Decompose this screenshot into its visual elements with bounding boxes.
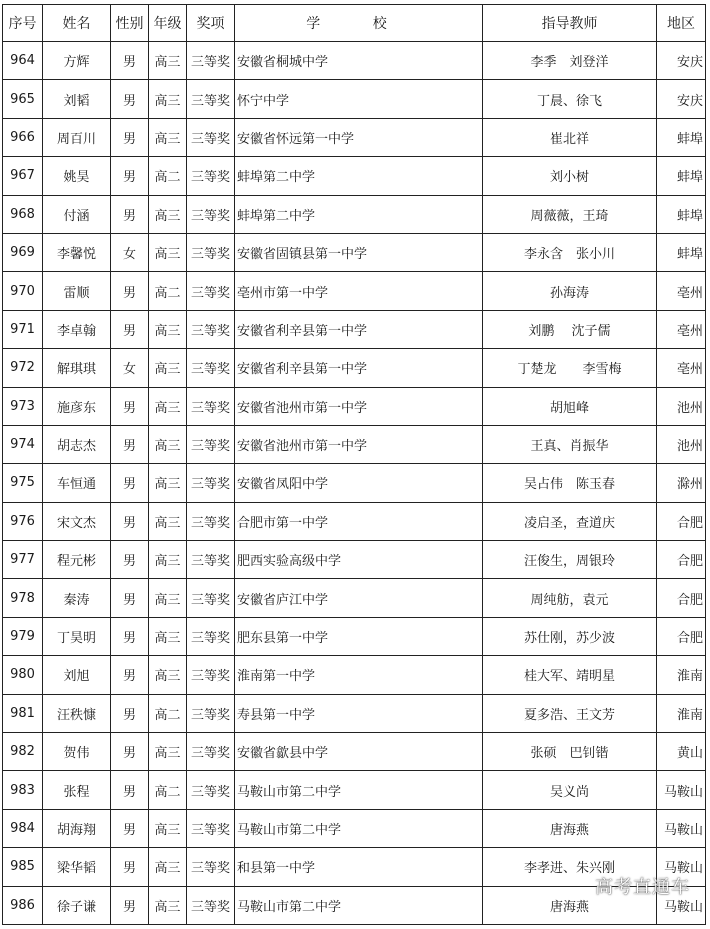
cell-name: 贺伟 — [43, 733, 111, 771]
cell-school: 马鞍山市第二中学 — [235, 771, 483, 809]
cell-school: 和县第一中学 — [235, 848, 483, 886]
cell-school: 安徽省固镇县第一中学 — [235, 233, 483, 271]
cell-school: 怀宁中学 — [235, 80, 483, 118]
cell-award: 三等奖 — [187, 617, 235, 655]
cell-school: 安徽省怀远第一中学 — [235, 118, 483, 156]
cell-region: 池州 — [657, 425, 706, 463]
cell-gender: 男 — [111, 464, 149, 502]
cell-name: 姚昊 — [43, 157, 111, 195]
table-row — [3, 195, 706, 233]
cell-teacher: 孙海涛 — [483, 272, 657, 310]
cell-no: 966 — [3, 118, 43, 156]
header-gender: 性别 — [111, 5, 149, 42]
cell-grade: 高三 — [149, 195, 187, 233]
cell-teacher: 吴义尚 — [483, 771, 657, 809]
table-row — [3, 157, 706, 195]
cell-award: 三等奖 — [187, 694, 235, 732]
cell-school: 合肥市第一中学 — [235, 502, 483, 540]
cell-gender: 男 — [111, 886, 149, 924]
cell-name: 方辉 — [43, 42, 111, 80]
cell-no: 979 — [3, 617, 43, 655]
cell-grade: 高三 — [149, 656, 187, 694]
cell-region: 合肥 — [657, 617, 706, 655]
cell-no: 964 — [3, 42, 43, 80]
cell-no: 968 — [3, 195, 43, 233]
cell-grade: 高三 — [149, 387, 187, 425]
cell-name: 李卓翰 — [43, 310, 111, 348]
cell-teacher: 崔北祥 — [483, 118, 657, 156]
cell-name: 汪秩慷 — [43, 694, 111, 732]
cell-no: 970 — [3, 272, 43, 310]
cell-grade: 高三 — [149, 233, 187, 271]
cell-region: 淮南 — [657, 694, 706, 732]
cell-award: 三等奖 — [187, 886, 235, 924]
cell-gender: 男 — [111, 42, 149, 80]
cell-no: 977 — [3, 541, 43, 579]
cell-teacher: 刘小树 — [483, 157, 657, 195]
cell-region: 黄山 — [657, 733, 706, 771]
table-row — [3, 694, 706, 732]
cell-grade: 高二 — [149, 272, 187, 310]
cell-school: 安徽省利辛县第一中学 — [235, 349, 483, 387]
cell-school: 寿县第一中学 — [235, 694, 483, 732]
cell-region: 马鞍山 — [657, 771, 706, 809]
cell-grade: 高三 — [149, 310, 187, 348]
cell-grade: 高三 — [149, 733, 187, 771]
cell-award: 三等奖 — [187, 579, 235, 617]
cell-no: 965 — [3, 80, 43, 118]
cell-grade: 高三 — [149, 886, 187, 924]
header-row — [3, 5, 706, 42]
cell-gender: 男 — [111, 848, 149, 886]
cell-school: 蚌埠第二中学 — [235, 195, 483, 233]
cell-name: 刘旭 — [43, 656, 111, 694]
cell-award: 三等奖 — [187, 349, 235, 387]
cell-school: 安徽省凤阳中学 — [235, 464, 483, 502]
cell-region: 蚌埠 — [657, 233, 706, 271]
cell-name: 程元彬 — [43, 541, 111, 579]
table-row — [3, 425, 706, 463]
cell-school: 马鞍山市第二中学 — [235, 809, 483, 847]
cell-teacher: 胡旭峰 — [483, 387, 657, 425]
cell-grade: 高三 — [149, 541, 187, 579]
cell-award: 三等奖 — [187, 42, 235, 80]
cell-gender: 男 — [111, 809, 149, 847]
cell-award: 三等奖 — [187, 80, 235, 118]
cell-award: 三等奖 — [187, 310, 235, 348]
cell-no: 980 — [3, 656, 43, 694]
cell-region: 安庆 — [657, 42, 706, 80]
cell-school: 肥东县第一中学 — [235, 617, 483, 655]
table-row — [3, 118, 706, 156]
cell-no: 972 — [3, 349, 43, 387]
cell-no: 976 — [3, 502, 43, 540]
cell-teacher: 唐海燕 — [483, 886, 657, 924]
table-row — [3, 80, 706, 118]
cell-name: 付涵 — [43, 195, 111, 233]
cell-name: 周百川 — [43, 118, 111, 156]
table-row — [3, 579, 706, 617]
cell-name: 刘韬 — [43, 80, 111, 118]
cell-region: 池州 — [657, 387, 706, 425]
cell-name: 李馨悦 — [43, 233, 111, 271]
cell-name: 施彦东 — [43, 387, 111, 425]
cell-region: 合肥 — [657, 502, 706, 540]
cell-gender: 男 — [111, 80, 149, 118]
table-row — [3, 464, 706, 502]
cell-teacher: 丁楚龙 李雪梅 — [483, 349, 657, 387]
cell-name: 徐子谦 — [43, 886, 111, 924]
cell-teacher: 苏仕刚，苏少波 — [483, 617, 657, 655]
table-row — [3, 809, 706, 847]
cell-teacher: 丁晨、徐飞 — [483, 80, 657, 118]
award-table — [2, 4, 706, 925]
cell-award: 三等奖 — [187, 195, 235, 233]
cell-award: 三等奖 — [187, 464, 235, 502]
cell-no: 974 — [3, 425, 43, 463]
header-no: 序号 — [3, 5, 43, 42]
cell-school: 安徽省庐江中学 — [235, 579, 483, 617]
cell-name: 胡志杰 — [43, 425, 111, 463]
table-row — [3, 541, 706, 579]
table-row — [3, 233, 706, 271]
cell-no: 971 — [3, 310, 43, 348]
cell-grade: 高三 — [149, 579, 187, 617]
header-award: 奖项 — [187, 5, 235, 42]
cell-name: 解琪琪 — [43, 349, 111, 387]
cell-name: 秦涛 — [43, 579, 111, 617]
cell-region: 马鞍山 — [657, 886, 706, 924]
cell-award: 三等奖 — [187, 157, 235, 195]
cell-gender: 男 — [111, 771, 149, 809]
cell-name: 胡海翔 — [43, 809, 111, 847]
table-row — [3, 310, 706, 348]
cell-teacher: 李永含 张小川 — [483, 233, 657, 271]
cell-school: 安徽省桐城中学 — [235, 42, 483, 80]
cell-gender: 男 — [111, 272, 149, 310]
cell-award: 三等奖 — [187, 502, 235, 540]
cell-school: 亳州市第一中学 — [235, 272, 483, 310]
cell-region: 蚌埠 — [657, 157, 706, 195]
table-row — [3, 349, 706, 387]
cell-teacher: 张硕 巴钊锴 — [483, 733, 657, 771]
cell-school: 安徽省歙县中学 — [235, 733, 483, 771]
cell-region: 合肥 — [657, 541, 706, 579]
cell-teacher: 周薇薇，王琦 — [483, 195, 657, 233]
cell-school: 安徽省池州市第一中学 — [235, 425, 483, 463]
cell-no: 985 — [3, 848, 43, 886]
watermark-text: 高考直通车 — [595, 877, 690, 898]
cell-teacher: 李孝进、朱兴刚 — [483, 848, 657, 886]
cell-region: 淮南 — [657, 656, 706, 694]
cell-gender: 女 — [111, 349, 149, 387]
cell-gender: 男 — [111, 541, 149, 579]
cell-no: 981 — [3, 694, 43, 732]
cell-gender: 男 — [111, 579, 149, 617]
cell-grade: 高三 — [149, 349, 187, 387]
cell-award: 三等奖 — [187, 233, 235, 271]
cell-region: 亳州 — [657, 310, 706, 348]
cell-region: 合肥 — [657, 579, 706, 617]
table-row — [3, 771, 706, 809]
cell-name: 张程 — [43, 771, 111, 809]
cell-gender: 男 — [111, 617, 149, 655]
header-region: 地区 — [657, 5, 706, 42]
cell-award: 三等奖 — [187, 541, 235, 579]
cell-grade: 高三 — [149, 118, 187, 156]
cell-teacher: 李季 刘登洋 — [483, 42, 657, 80]
cell-region: 蚌埠 — [657, 195, 706, 233]
cell-teacher: 桂大军、靖明星 — [483, 656, 657, 694]
cell-award: 三等奖 — [187, 387, 235, 425]
cell-gender: 男 — [111, 118, 149, 156]
cell-grade: 高三 — [149, 425, 187, 463]
cell-award: 三等奖 — [187, 656, 235, 694]
table-row — [3, 617, 706, 655]
cell-grade: 高三 — [149, 848, 187, 886]
cell-gender: 男 — [111, 425, 149, 463]
cell-no: 973 — [3, 387, 43, 425]
cell-teacher: 汪俊生，周银玲 — [483, 541, 657, 579]
cell-teacher: 吴占伟 陈玉春 — [483, 464, 657, 502]
cell-region: 马鞍山 — [657, 809, 706, 847]
cell-name: 宋文杰 — [43, 502, 111, 540]
cell-award: 三等奖 — [187, 733, 235, 771]
cell-gender: 男 — [111, 157, 149, 195]
table-header — [3, 5, 706, 42]
cell-no: 986 — [3, 886, 43, 924]
table-row — [3, 502, 706, 540]
cell-award: 三等奖 — [187, 771, 235, 809]
cell-region: 蚌埠 — [657, 118, 706, 156]
cell-grade: 高三 — [149, 464, 187, 502]
cell-gender: 男 — [111, 310, 149, 348]
cell-gender: 男 — [111, 502, 149, 540]
cell-grade: 高三 — [149, 42, 187, 80]
cell-teacher: 凌启圣，查道庆 — [483, 502, 657, 540]
cell-school: 安徽省池州市第一中学 — [235, 387, 483, 425]
cell-school: 安徽省利辛县第一中学 — [235, 310, 483, 348]
cell-teacher: 刘鹏 沈子儒 — [483, 310, 657, 348]
cell-school: 蚌埠第二中学 — [235, 157, 483, 195]
table-row — [3, 733, 706, 771]
cell-teacher: 周纯舫，袁元 — [483, 579, 657, 617]
cell-no: 975 — [3, 464, 43, 502]
header-name: 姓名 — [43, 5, 111, 42]
cell-grade: 高三 — [149, 617, 187, 655]
cell-gender: 男 — [111, 195, 149, 233]
cell-school: 淮南第一中学 — [235, 656, 483, 694]
cell-grade: 高二 — [149, 694, 187, 732]
cell-award: 三等奖 — [187, 809, 235, 847]
cell-grade: 高三 — [149, 502, 187, 540]
table-row — [3, 387, 706, 425]
cell-region: 马鞍山 — [657, 848, 706, 886]
cell-no: 983 — [3, 771, 43, 809]
cell-region: 滁州 — [657, 464, 706, 502]
cell-award: 三等奖 — [187, 848, 235, 886]
cell-name: 丁昊明 — [43, 617, 111, 655]
cell-teacher: 王真、肖振华 — [483, 425, 657, 463]
cell-region: 亳州 — [657, 349, 706, 387]
table-row — [3, 656, 706, 694]
cell-grade: 高二 — [149, 157, 187, 195]
cell-award: 三等奖 — [187, 118, 235, 156]
table-row — [3, 42, 706, 80]
cell-gender: 男 — [111, 733, 149, 771]
cell-teacher: 唐海燕 — [483, 809, 657, 847]
cell-grade: 高二 — [149, 771, 187, 809]
header-school: 学 校 — [235, 5, 483, 42]
award-list-sheet — [2, 4, 706, 925]
cell-no: 984 — [3, 809, 43, 847]
cell-gender: 男 — [111, 694, 149, 732]
header-teacher: 指导教师 — [483, 5, 657, 42]
cell-no: 967 — [3, 157, 43, 195]
cell-gender: 男 — [111, 387, 149, 425]
cell-no: 969 — [3, 233, 43, 271]
cell-grade: 高三 — [149, 80, 187, 118]
cell-region: 亳州 — [657, 272, 706, 310]
cell-name: 梁华韬 — [43, 848, 111, 886]
header-grade: 年级 — [149, 5, 187, 42]
cell-no: 982 — [3, 733, 43, 771]
cell-award: 三等奖 — [187, 425, 235, 463]
cell-school: 肥西实验高级中学 — [235, 541, 483, 579]
cell-name: 雷顺 — [43, 272, 111, 310]
cell-teacher: 夏多浩、王文芳 — [483, 694, 657, 732]
cell-no: 978 — [3, 579, 43, 617]
cell-region: 安庆 — [657, 80, 706, 118]
cell-award: 三等奖 — [187, 272, 235, 310]
cell-name: 车恒通 — [43, 464, 111, 502]
table-row — [3, 272, 706, 310]
cell-grade: 高三 — [149, 809, 187, 847]
cell-gender: 女 — [111, 233, 149, 271]
cell-gender: 男 — [111, 656, 149, 694]
cell-school: 马鞍山市第二中学 — [235, 886, 483, 924]
table-body — [3, 42, 706, 925]
